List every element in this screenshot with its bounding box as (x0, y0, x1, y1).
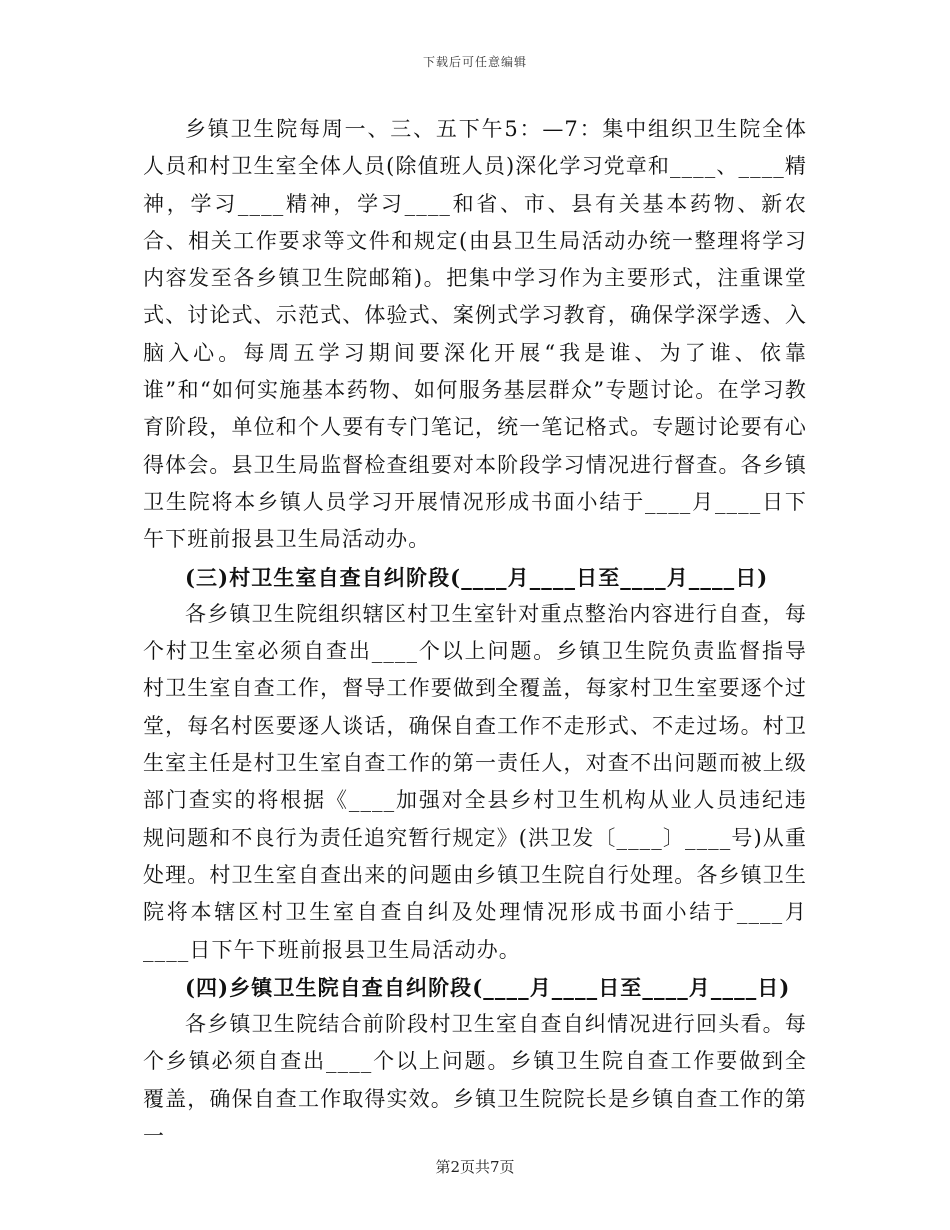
section-heading-township-self-check: (四)乡镇卫生院自查自纠阶段(____月____日至____月____日) (185, 974, 791, 1000)
paragraph-study-schedule: 乡镇卫生院每周一、三、五下午5：—7：集中组织卫生院全体人员和村卫生室全体人员(除值班人员)深化学习党章和____、____精神，学习____精神，学习____和省、市、县有关基本药物、新农合、相关工作要求等文件和规定(由县卫生局活动办统一整理将学习内容发至各乡镇卫生院邮箱)。把集中学习作为主要形式，注重课堂式、讨论式、示范式、体验式、案例式学习教育，确保学深学透、入脑入心。每周五学习期间要深化开展“我是谁、为了谁、依靠谁”和“如何实施基本药物、如何服务基层群众”专题讨论。在学习教育阶段，单位和个人要有专门笔记，统一笔记格式。专题讨论要有心得体会。县卫生局监督检查组要对本阶段学习情况进行督查。各乡镇卫生院将本乡镇人员学习开展情况形成书面小结于____月____日下午下班前报县卫生局活动办。 (143, 117, 807, 552)
paragraph-township-self-check: 各乡镇卫生院结合前阶段村卫生室自查自纠情况进行回头看。每个乡镇必须自查出____个以上问题。乡镇卫生院自查工作要做到全覆盖，确保自查工作取得实效。乡镇卫生院院长是乡镇自查工作的第一 (143, 1012, 807, 1149)
section-heading-village-self-check: (三)村卫生室自查自纠阶段(____月____日至____月____日) (185, 564, 769, 590)
paragraph-village-self-check: 各乡镇卫生院组织辖区村卫生室针对重点整治内容进行自查，每个村卫生室必须自查出____个以上问题。乡镇卫生院负责监督指导村卫生室自查工作，督导工作要做到全覆盖，每家村卫生室要逐个过堂，每名村医要逐人谈话，确保自查工作不走形式、不走过场。村卫生室主任是村卫生室自查工作的第一责任人，对查不出问题而被上级部门查实的将根据《____加强对全县乡村卫生机构从业人员违纪违规问题和不良行为责任追究暂行规定》(洪卫发〔____〕____号)从重处理。村卫生室自查出来的问题由乡镇卫生院自行处理。各乡镇卫生院将本辖区村卫生室自查自纠及处理情况形成书面小结于____月____日下午下班前报县卫生局活动办。 (143, 601, 807, 962)
page-number-footer: 第2页共7页 (435, 1158, 515, 1176)
page-header-note: 下载后可任意编辑 (422, 55, 527, 69)
document-body (143, 111, 807, 1155)
